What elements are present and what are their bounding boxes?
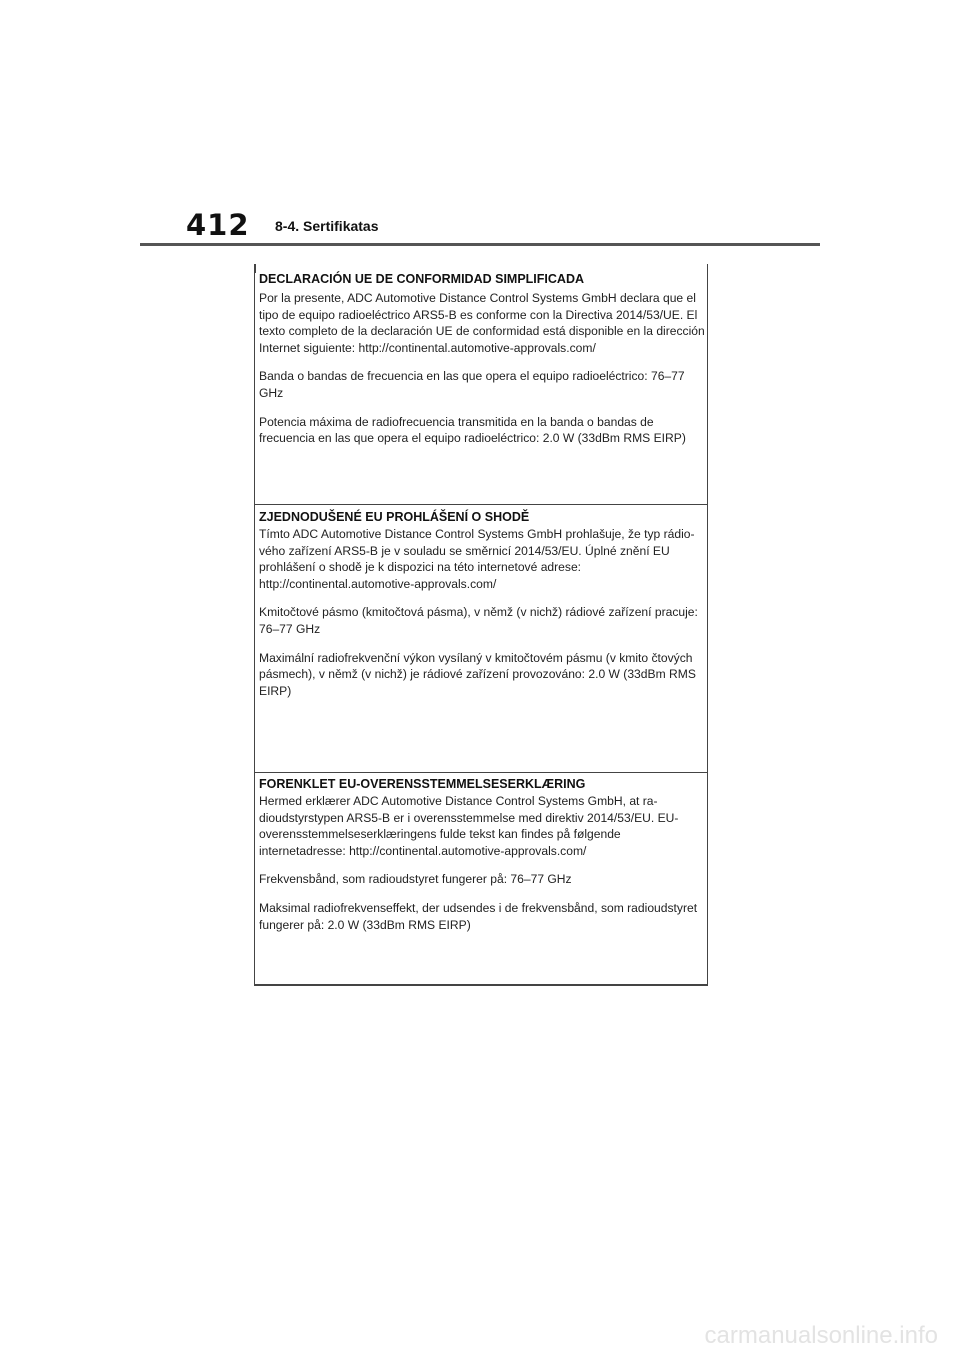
- box-top-tick-right: [707, 264, 708, 273]
- paragraph: Potencia máxima de radiofrecuencia transmitida en la banda o bandas de frecuencia en las que opera el equipo radioeléctrico: 2.0 W (33dBm RMS EIRP): [259, 414, 686, 446]
- block-divider: [255, 504, 707, 505]
- block-text-da: [259, 793, 705, 945]
- paragraph: Por la presente, ADC Automotive Distance Control Systems GmbH declara que el tipo de equipo radioeléctrico ARS5-B es conforme con la Directiva 2014/53/UE. El texto completo de la declaración UE de conformidad está disponible en la dirección Internet siguiente: http://continental.automotive-approvals.com/: [259, 291, 705, 355]
- declaration-block-cs: [255, 504, 707, 772]
- page-number: 412: [186, 208, 250, 242]
- block-divider: [255, 772, 707, 773]
- paragraph: Tímto ADC Automotive Distance Control Systems GmbH prohlašuje, že typ rádio-vého zařízení ARS5-B je v souladu se směrnicí 2014/53/EU. Úplné znění EU prohlášení o shodě je k dispozici na této internetové adrese: http://continental.automotive-approvals.com/: [259, 527, 695, 591]
- paragraph: Banda o bandas de frecuencia en las que opera el equipo radioeléctrico: 76–77 GHz: [259, 369, 685, 400]
- paragraph: Hermed erklærer ADC Automotive Distance Control Systems GmbH, at ra-dioudstyrstypen ARS5-B er i overensstemmelse med direktiv 2014/53/EU. EU-overensstemmelseserklæringens fulde tekst kan findes på følgende internetadresse: http://continental.automotive-approvals.com/: [259, 794, 679, 858]
- page-header: [0, 0, 960, 260]
- header-rule: [140, 243, 820, 246]
- block-title-da: FORENKLET EU-OVERENSSTEMMELSESERKLÆRING: [259, 777, 586, 791]
- block-text-cs: [259, 526, 705, 711]
- block-text-es: [259, 290, 705, 459]
- declaration-block-es: [255, 264, 707, 504]
- paragraph: Maximální radiofrekvenční výkon vysílaný v kmitočtovém pásmu (v kmito čtových pásmech), v němž (v nichž) je rádiové zařízení provozováno: 2.0 W (33dBm RMS EIRP): [259, 650, 696, 698]
- block-title-es: DECLARACIÓN UE DE CONFORMIDAD SIMPLIFICADA: [259, 272, 584, 286]
- paragraph: Frekvensbånd, som radioudstyret fungerer på: 76–77 GHz: [259, 872, 572, 887]
- declaration-block-da: [255, 772, 707, 986]
- block-title-cs: ZJEDNODUŠENÉ EU PROHLÁŠENÍ O SHODĚ: [259, 510, 530, 524]
- section-title: 8-4. Sertifikatas: [275, 218, 379, 234]
- box-bottom-rule: [255, 984, 707, 986]
- declaration-box: [254, 264, 708, 986]
- paragraph: Maksimal radiofrekvenseffekt, der udsendes i de frekvensbånd, som radioudstyret fungerer på: 2.0 W (33dBm RMS EIRP): [259, 900, 698, 932]
- paragraph: Kmitočtové pásmo (kmitočtová pásma), v němž (v nichž) rádiové zařízení pracuje: 76–77 GHz: [259, 605, 698, 636]
- site-watermark: carmanualsonline.info: [704, 1322, 938, 1349]
